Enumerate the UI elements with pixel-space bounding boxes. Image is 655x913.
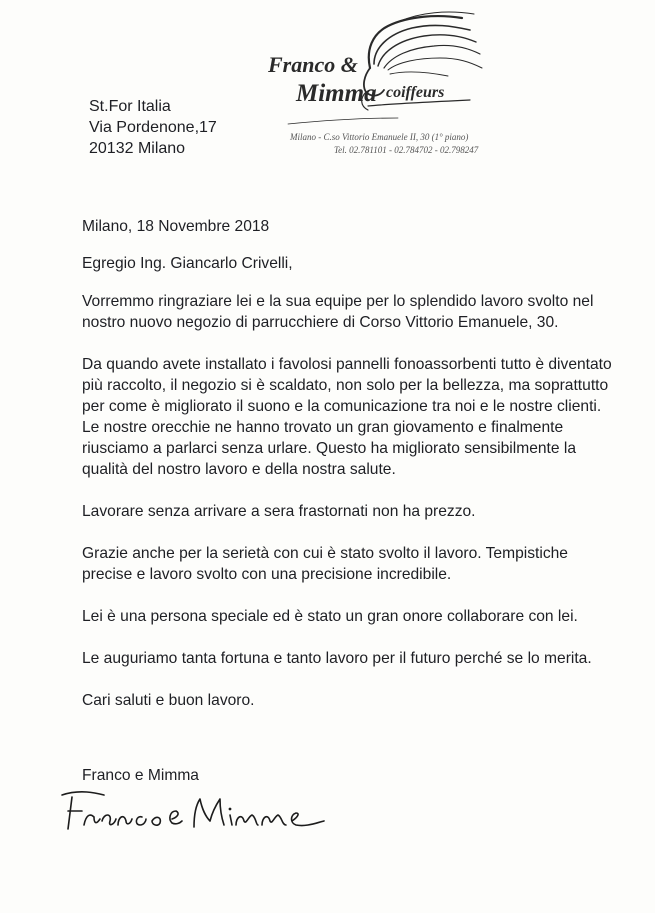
- letter-salutation: Egregio Ing. Giancarlo Crivelli,: [82, 255, 293, 272]
- brand-name-second: Mimma: [296, 80, 377, 107]
- recipient-street: Via Pordenone,17: [89, 119, 217, 136]
- recipient-company: St.For Italia: [89, 98, 171, 115]
- brand-name-first: Franco &: [268, 52, 358, 77]
- hair-silhouette-icon: [248, 6, 518, 166]
- handwritten-signature: [60, 785, 350, 835]
- letter-body: [82, 216, 622, 732]
- recipient-city: 20132 Milano: [89, 140, 186, 157]
- letterhead-address: Milano - C.so Vittorio Emanuele II, 30 (1° piano): [290, 132, 469, 142]
- letter-paragraph: Cari saluti e buon lavoro.: [82, 692, 255, 709]
- recipient-block: [89, 96, 217, 159]
- letter-date: Milano, 18 Novembre 2018: [82, 218, 270, 235]
- letterhead-logo: [248, 6, 518, 166]
- letter-paragraph: Da quando avete installato i favolosi pannelli fonoassorbenti tutto è diventato più raccolto, il negozio si è scaldato, non solo per la bellezza, ma soprattutto per come è migliorato il suono e la comunicazione tra noi e le nostre clienti. Le nostre orecchie ne hanno trovato un gran giovamento e finalmente riusciamo a parlarci senza urlare. Questo ha migliorato sensibilmente la qualità del nostro lavoro e della nostra salute.: [82, 356, 612, 478]
- letterhead-phone: Tel. 02.781101 - 02.784702 - 02.798247: [334, 145, 479, 155]
- letter-paragraph: Le auguriamo tanta fortuna e tanto lavoro per il futuro perché se lo merita.: [82, 650, 592, 667]
- letter-paragraph: Vorremmo ringraziare lei e la sua equipe per lo splendido lavoro svolto nel nostro nuovo negozio di parrucchiere di Corso Vittorio Emanuele, 30.: [82, 293, 594, 331]
- letter-paragraph: Lavorare senza arrivare a sera frastornati non ha prezzo.: [82, 503, 476, 520]
- letter-closing: Franco e Mimma: [82, 767, 199, 784]
- letter-paragraph: Lei è una persona speciale ed è stato un gran onore collaborare con lei.: [82, 608, 578, 625]
- letter-paragraph: Grazie anche per la serietà con cui è stato svolto il lavoro. Tempistiche precise e lavoro svolto con una precisione incredibile.: [82, 545, 568, 583]
- brand-tagline: coiffeurs: [386, 84, 445, 101]
